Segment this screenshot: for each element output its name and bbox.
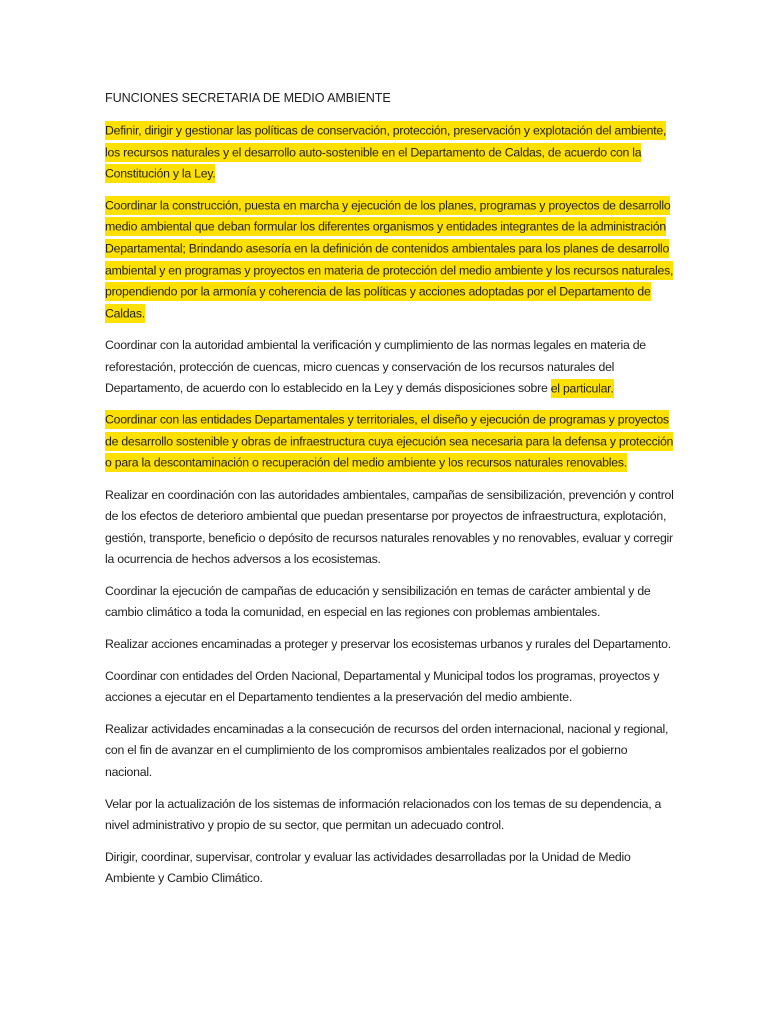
paragraph <box>105 485 677 571</box>
paragraph <box>105 335 677 400</box>
paragraph <box>105 121 677 186</box>
document-content <box>105 88 677 890</box>
highlighted-text: Coordinar la construcción, puesta en marcha y ejecución de los planes, programas y proyectos de desarrollo medio ambiental que deban formular los diferentes organismos y entidades integrantes de la administración Departamental; Brindando asesoría en la definición de contenidos ambientales para los planes de desarrollo ambiental y en programas y proyectos en materia de protección del medio ambiente y los recursos naturales, propendiendo por la armonía y coherencia de las políticas y acciones adoptadas por el Departamento de Caldas. <box>105 196 673 323</box>
text-segment: Realizar en coordinación con las autoridades ambientales, campañas de sensibilización, prevención y control de los efectos de deterioro ambiental que puedan presentarse por proyectos de infraestructura, explotación, gestión, transporte, beneficio o depósito de recursos naturales renovables y no renovables, evaluar y corregir la ocurrencia de hechos adversos a los ecosistemas. <box>105 487 674 567</box>
text-segment: Coordinar la ejecución de campañas de educación y sensibilización en temas de carácter ambiental y de cambio climático a toda la comunidad, en especial en las regiones con problemas ambientales. <box>105 583 651 620</box>
highlighted-text: Coordinar con las entidades Departamentales y territoriales, el diseño y ejecución de programas y proyectos de desarrollo sostenible y obras de infraestructura cuya ejecución sea necesaria para la defensa y protección o para la descontaminación o recuperación del medio ambiente y los recursos naturales renovables. <box>105 410 673 472</box>
text-segment: Dirigir, coordinar, supervisar, controlar y evaluar las actividades desarrolladas por la Unidad de Medio Ambiente y Cambio Climático. <box>105 849 631 886</box>
paragraph <box>105 847 677 890</box>
paragraph-list <box>105 121 677 890</box>
paragraph <box>105 195 677 325</box>
text-segment: Realizar acciones encaminadas a proteger y preservar los ecosistemas urbanos y rurales del Departamento. <box>105 637 671 652</box>
text-segment: Coordinar con la autoridad ambiental la verificación y cumplimiento de las normas legales en materia de reforestación, protección de cuencas, micro cuencas y conservación de los recursos naturales del Departamento, de acuerdo con lo establecido en la Ley y demás disposiciones sobre <box>105 337 646 396</box>
page-title: FUNCIONES SECRETARIA DE MEDIO AMBIENTE <box>105 91 391 105</box>
paragraph <box>105 410 677 475</box>
paragraph <box>105 581 677 624</box>
paragraph <box>105 794 677 837</box>
paragraph <box>105 634 677 656</box>
text-segment: Realizar actividades encaminadas a la consecución de recursos del orden internacional, nacional y regional, con el fin de avanzar en el cumplimiento de los compromisos ambientales realizados por el gobierno nacional. <box>105 721 669 780</box>
text-segment: Velar por la actualización de los sistemas de información relacionados con los temas de su dependencia, a nivel administrativo y propio de su sector, que permitan un adecuado control. <box>105 796 662 833</box>
highlighted-text: Definir, dirigir y gestionar las políticas de conservación, protección, preservación y explotación del ambiente, los recursos naturales y el desarrollo auto-sostenible en el Departamento de Caldas, de acuerdo con la Constitución y la Ley. <box>105 121 666 183</box>
paragraph <box>105 719 677 784</box>
text-segment: Coordinar con entidades del Orden Nacional, Departamental y Municipal todos los programas, proyectos y acciones a ejecutar en el Departamento tendientes a la preservación del medio ambiente. <box>105 668 660 705</box>
paragraph <box>105 666 677 709</box>
highlighted-text: el particular. <box>551 379 614 398</box>
